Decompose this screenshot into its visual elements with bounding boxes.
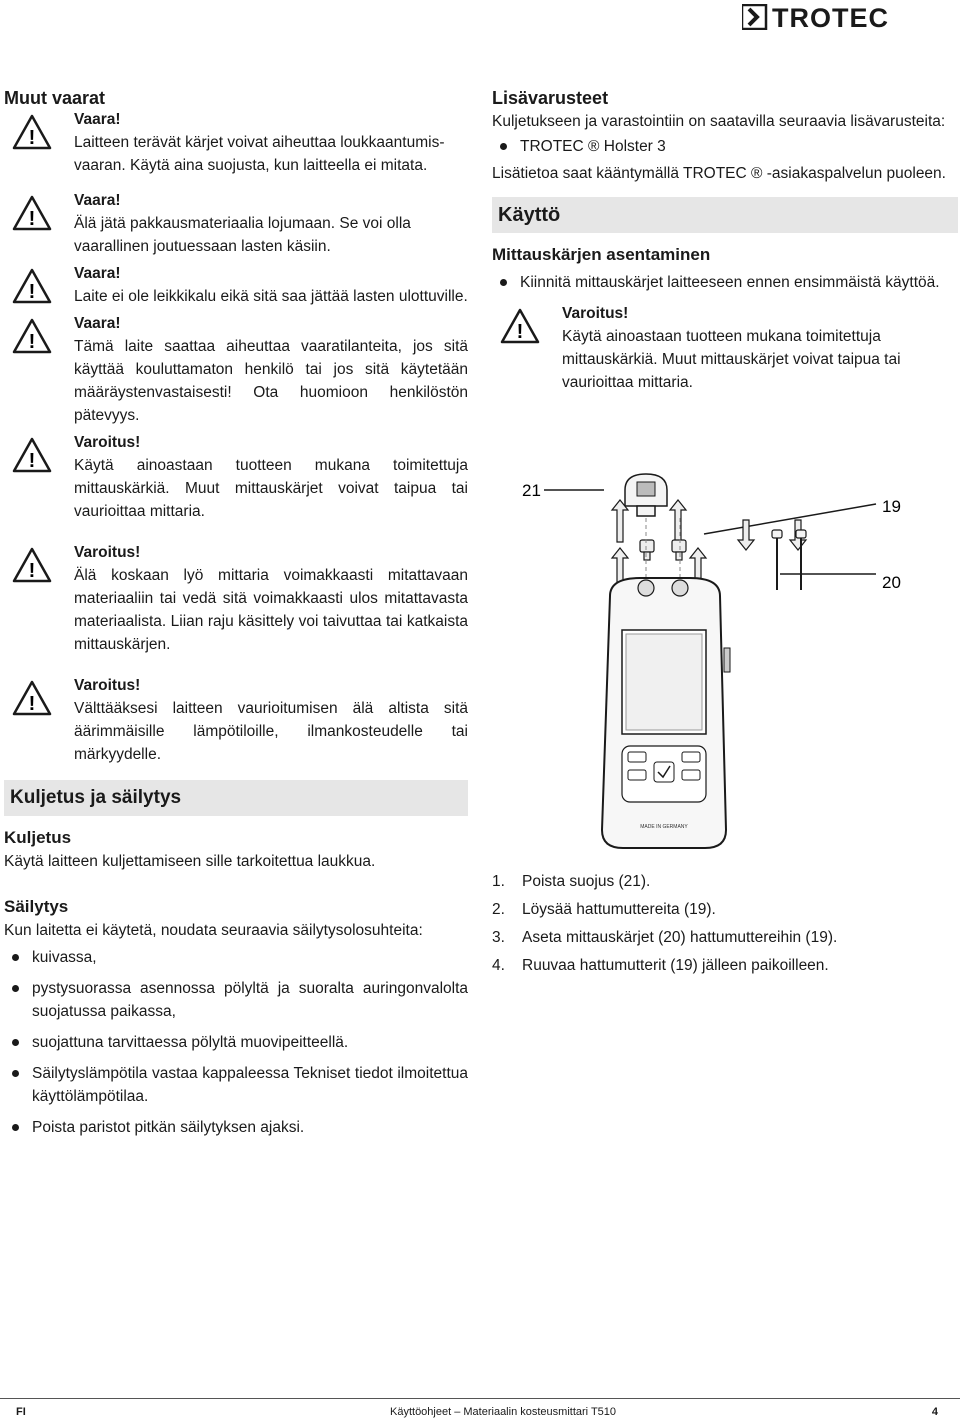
- protective-cap: [625, 474, 667, 516]
- warning-block-5: [4, 431, 468, 523]
- warning-title: Varoitus!: [74, 544, 141, 561]
- warning-block-4: [4, 312, 468, 427]
- page-footer: [0, 1398, 960, 1420]
- svg-text:!: !: [28, 127, 36, 149]
- storage-list: [4, 946, 468, 1139]
- warning-triangle-icon: [12, 268, 52, 304]
- warning-text: Älä jätä pakkausmateriaalia lojumaan. Se voi olla vaarallinen joutuessaan lasten käsiin.: [74, 215, 411, 255]
- left-column: [4, 86, 468, 1147]
- warning-text: Käytä ainoastaan tuotteen mukana toimitettuja mittauskärkiä. Muut mittauskärjet voivat taipua tai vaurioittaa mittaria.: [562, 328, 901, 391]
- warning-text: Välttääksesi laitteen vaurioitumisen älä altista sitä äärimmäisille lämpötiloille, ilmankosteudelle tai märkyydelle.: [74, 700, 468, 763]
- svg-text:!: !: [28, 693, 36, 715]
- list-item: kuivassa,: [4, 946, 468, 969]
- svg-text:!: !: [28, 450, 36, 472]
- warning-triangle-icon: [12, 437, 52, 473]
- mount-list: [492, 271, 958, 294]
- warning-text: Älä koskaan lyö mittaria voimakkaasti mitattavaan materiaaliin tai vedä sitä voimakkaasti ulos mitattavasta materiaalista. Liian raju käsittely voi taivuttaa tai katkaista mittauskärjen.: [74, 567, 468, 653]
- accessories-info: Lisätietoa saat kääntymällä TROTEC ® -asiakaspalvelun puoleen.: [492, 165, 946, 182]
- moisture-meter-device: [602, 578, 730, 848]
- list-item: 3. Aseta mittauskärjet (20) hattumuttereihin (19).: [492, 929, 838, 946]
- transport-text: Käytä laitteen kuljettamiseen sille tarkoitettua laukkua.: [4, 853, 376, 870]
- warning-block-6: [4, 541, 468, 656]
- warning-title: Vaara!: [74, 192, 121, 209]
- callout-19: 19: [882, 497, 901, 516]
- list-item: Kiinnitä mittauskärjet laitteeseen ennen ensimmäistä käyttöä.: [492, 271, 958, 294]
- svg-text:!: !: [28, 560, 36, 582]
- warning-text: Käytä ainoastaan tuotteen mukana toimitettuja mittauskärkiä. Muut mittauskärjet voivat taipua tai vaurioittaa mittaria.: [74, 457, 468, 520]
- list-item: 4. Ruuvaa hattumutterit (19) jälleen paikoilleen.: [492, 957, 829, 974]
- cap-nut: [640, 540, 686, 560]
- section-title-accessories: Lisävarusteet: [492, 88, 609, 108]
- warning-title: Varoitus!: [562, 305, 629, 322]
- accessories-list: [492, 135, 958, 158]
- trotec-logo: [742, 4, 954, 30]
- warning-triangle-icon: [12, 547, 52, 583]
- warning-text: Laite ei ole leikkikalu eikä sitä saa jättää lasten ulottuville.: [74, 288, 468, 305]
- warning-triangle-icon: [500, 308, 540, 344]
- page-number: 4: [931, 1406, 938, 1418]
- section-band-transport-storage: Kuljetus ja säilytys: [4, 780, 468, 816]
- device-assembly-figure: [500, 470, 940, 850]
- warning-title: Vaara!: [74, 315, 121, 332]
- footer-language: FI: [16, 1406, 26, 1418]
- storage-intro: Kun laitetta ei käytetä, noudata seuraavia säilytysolosuhteita:: [4, 922, 423, 939]
- section-band-usage: Käyttö: [492, 197, 958, 233]
- right-column: [492, 86, 958, 404]
- warning-block-7: [4, 674, 468, 766]
- list-item: Poista paristot pitkän säilytyksen ajaksi.: [4, 1116, 468, 1139]
- svg-text:!: !: [28, 208, 36, 230]
- section-title-other-hazards: Muut vaarat: [4, 88, 106, 108]
- warning-triangle-icon: [12, 114, 52, 150]
- device-label: MADE IN GERMANY: [640, 824, 688, 830]
- list-item: Säilytyslämpötila vastaa kappaleessa Tekniset tiedot ilmoitettua käyttölämpötilaa.: [4, 1062, 468, 1108]
- subheading-transport: Kuljetus: [4, 828, 72, 847]
- warning-text: Laitteen terävät kärjet voivat aiheuttaa loukkaantumis-vaaran. Käytä aina suojusta, kun laitteella ei mitata.: [74, 134, 445, 174]
- warning-triangle-icon: [12, 318, 52, 354]
- warning-triangle-icon: [12, 195, 52, 231]
- callout-21: 21: [522, 481, 541, 500]
- list-item: 2. Löysää hattumuttereita (19).: [492, 901, 716, 918]
- footer-title: Käyttöohjeet – Materiaalin kosteusmittari T510: [390, 1406, 617, 1418]
- warning-title: Varoitus!: [74, 677, 141, 694]
- svg-text:!: !: [28, 281, 36, 303]
- logo-text: TROTEC: [772, 4, 889, 30]
- warning-title: Varoitus!: [74, 434, 141, 451]
- warning-title: Vaara!: [74, 111, 121, 128]
- mounting-steps: [492, 870, 952, 982]
- mount-warning-block: [492, 302, 958, 394]
- svg-text:!: !: [28, 331, 36, 353]
- warning-block-1: [4, 108, 468, 177]
- list-item: 1. Poista suojus (21).: [492, 873, 651, 890]
- accessories-intro: Kuljetukseen ja varastointiin on saatavilla seuraavia lisävarusteita:: [492, 113, 946, 130]
- subheading-mount-tips: Mittauskärjen asentaminen: [492, 245, 711, 264]
- list-item: pystysuorassa asennossa pölyltä ja suoralta auringonvalolta suojatussa paikassa,: [4, 977, 468, 1023]
- svg-text:!: !: [516, 321, 524, 343]
- subheading-storage: Säilytys: [4, 897, 69, 916]
- list-item: suojattuna tarvittaessa pölyltä muovipeitteellä.: [4, 1031, 468, 1054]
- warning-title: Vaara!: [74, 265, 121, 282]
- warning-block-3: [4, 262, 468, 308]
- measuring-tip: [772, 530, 806, 590]
- callout-20: 20: [882, 573, 901, 592]
- list-item: TROTEC ® Holster 3: [492, 135, 958, 158]
- warning-text: Tämä laite saattaa aiheuttaa vaaratilanteita, jos sitä käyttää kouluttamaton henkilö tai jos sitä käytetään määräystenvastaisesti! Ota huomioon henkilöstön pätevyys.: [74, 338, 468, 424]
- warning-triangle-icon: [12, 680, 52, 716]
- warning-block-2: [4, 189, 468, 258]
